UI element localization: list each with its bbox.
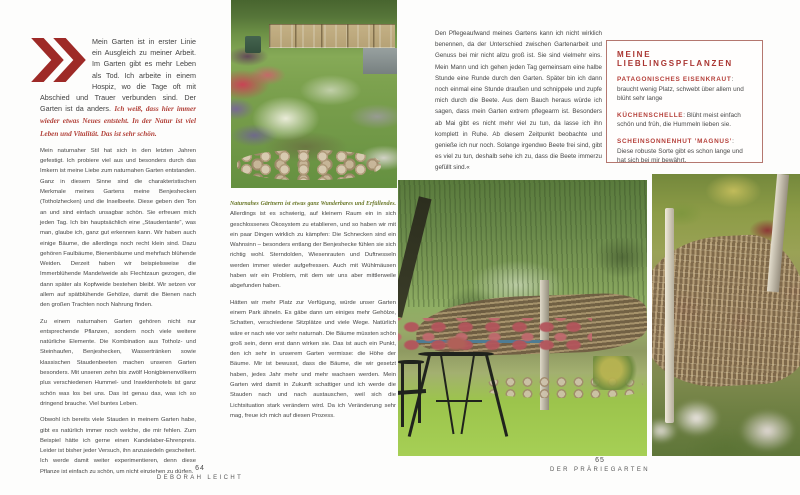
- chair-seat-shape: [398, 389, 426, 395]
- sidebar-title: MEINE LIEBLINGSPFLANZEN: [617, 50, 733, 68]
- body-paragraph: Obwohl ich bereits viele Stauden in meinem Garten habe, gibt es natürlich immer noch welche, die mir fehlen. Zum Beispiel hätte ich gerne einen Kandelaber-Ehrenpreis. Leider ist bisher jeder Versuch, ihn anzusiedeln gescheitert. Ich werde damit weiter experimentieren, denn diese Pflanze ist einfach zu schön, um nicht einziehen zu dürfen.: [40, 417, 196, 475]
- plant-name: PATAGONISCHES EISENKRAUT: [617, 76, 732, 83]
- pallet-fence-shape: [269, 24, 395, 48]
- plant-entry: [617, 137, 752, 166]
- intro-red-quote: Ich weiß, dass hier immer wieder etwas Neues entsteht. In der Natur ist viel Leben und Vitalität. Das ist sehr schön.: [40, 105, 196, 138]
- right-page-column: [435, 28, 602, 174]
- body-paragraph: Mein naturnaher Stil hat sich in den letzten Jahren gefestigt. Ich probiere viel aus und besonders durch das Imkern ist meine Liebe zum naturnahen Garten entstanden. Ganz in diesem Sinne sind die charakteristischen Merkmale meines Gartens meine Benjeshecken (Totholzhecken) und die Inselbeete. Diese geben den Ton an und sind einfach unsagbar schön. Sie erfreuen mich jeden Tag. Ich bin hauptsächlich eine „Staudentante“, was man, glaube ich, ganz gut erkennen kann. Wir haben auch einige Bäume, die allerdings noch recht klein sind. Dazu gehören Faulbäume, Bienenbäume und mehrfach blühende Weiden. Derzeit haben wir beispielsweise die Immerblühende Mandelweide als Flechtzaun gezogen, die dann später als Kopfweide bestehen bleibt. Wir setzen vor allem auf spätblühende Gehölze, damit die Bienen nach den großen Trachten noch Nahrung finden.: [40, 147, 196, 309]
- bistro-table-and-chair: [398, 330, 508, 456]
- running-title: DEBORAH LEICHT: [156, 475, 244, 481]
- willow-foliage-shape: [398, 180, 647, 307]
- right-page-footer: [490, 457, 710, 473]
- plant-entry: [617, 111, 752, 130]
- body-paragraph: Zu einem naturnahen Garten gehören nicht nur entsprechende Pflanzen, sondern noch viele weitere natürliche Elemente. Die Kombination aus Totholz- und Steinhaufen, Benjeshecken, Wassertränken sowie klassischen Staudenbeeten machen unseren Garten besonders. Mit unseren zehn bis zwölf Honigbienenvölkern plus verschiedenen Hummel- und Insektenhotels ist ganz schön was los bei uns. Das ist genau das, was ich so dringend brauche. Viel buntes Leben.: [40, 318, 196, 407]
- plant-desc: : Blüht meist einfach schön und früh, die Hummeln lieben sie.: [617, 111, 741, 129]
- photo-willow-garden: [398, 180, 647, 456]
- plant-name: KÜCHENSCHELLE: [617, 111, 684, 119]
- body-paragraph: Hätten wir mehr Platz zur Verfügung, würde unser Garten einem Park ähneln. Es gäbe dann um einiges mehr Gehölze, Schatten, verschiedene Sitzplätze und viele Wege. Natürlich wäre er nach wie vor sehr naturnah. Die Bäume müssten schön groß sein, denn erst dann wirken sie. Das ist auch ein Punkt, den ich sehr in unserem Garten vermisse: die Höhe der Bäume. Mir ist bewusst, dass die Bäume, die wir gesetzt haben, jedes Jahr mehr und mehr wachsen werden. Mein Garten wird damit in Zukunft schattiger und ich werde die Stauden nach und nach austauschen, weil sich die Lichtsituation stark verändern wird. Da ich Veränderung sehr mag, freue ich mich auf diesen Prozess.: [230, 299, 397, 419]
- compost-bin-shape: [245, 36, 261, 53]
- photo-dead-hedge: [652, 174, 800, 456]
- table-leg-shape: [440, 355, 454, 434]
- plant-entry: [617, 75, 752, 104]
- blurred-blossoms-shape: [652, 372, 800, 456]
- favourite-plants-box: [606, 40, 763, 163]
- metal-container-shape: [363, 48, 397, 74]
- left-page-column-1: [40, 36, 196, 477]
- lead-paragraph-text: Allerdings ist es schwierig, auf kleinem Raum ein in sich geschlossenes Ökosystem zu etablieren, und so haben wir mit ein paar Dingen wirklich zu kämpfen: Die Schnecken sind ein Wahnsinn – besonders entlang der Benjeshecke fühlen sie sich richtig wohl. Sterndolden, Wiesenrauten und Duftnesseln werden immer wieder aufgefressen. Auch mit Wühlmäusen haben wir ein Problem, mit dem wir uns aber mittlerweile abgefunden haben.: [230, 211, 396, 290]
- left-page-footer: [90, 465, 310, 481]
- plant-desc: : Diese robuste Sorte gibt es schon lange und hat sich bei mir bewährt.: [617, 137, 743, 165]
- table-leg-shape: [485, 355, 508, 437]
- intro-text: Mein Garten ist in erster Linie ein Ausgleich zu meiner Arbeit. Im Garten gibt es mehr Leben als Tod. Ich arbeite in einem Hospiz, wo die Tage oft mit Abschied und Trauer verbunden sind. Der Garten ist da anders.: [40, 37, 196, 114]
- body-paragraph: [230, 199, 396, 292]
- green-lead-quote: Naturnahes Gärtnern ist etwas ganz Wunderbares und Erfüllendes.: [230, 201, 396, 207]
- stone-border-shape: [237, 150, 381, 180]
- page-number: 65: [595, 457, 605, 464]
- intro-paragraph: [40, 36, 196, 140]
- left-page-column-2: [230, 199, 396, 421]
- pull-quote-icon: [30, 37, 86, 83]
- table-stretcher-shape: [436, 400, 482, 402]
- plant-name: SCHEINSONNENHUT ’MAGNUS’: [617, 137, 733, 145]
- photo-garden-island-bed: [231, 0, 397, 188]
- flower-vase-shape: [444, 336, 468, 351]
- page-number: 64: [195, 465, 205, 472]
- table-leg-shape: [460, 355, 474, 434]
- running-title: DER PRÄRIEGARTEN: [550, 467, 650, 473]
- shrub-shape: [593, 356, 639, 390]
- body-paragraph: Den Pflegeaufwand meines Gartens kann ich nicht wirklich benennen, da der Unterschied zwischen Gartenarbeit und Genuss bei mir nicht allzu groß ist. Sie sind vielmehr eins. Mein Mann und ich gehen jeden Tag gemeinsam eine halbe Stunde eine Runde durch den Garten. Später bin ich dann noch einmal eine Stunde draußen und schnippele und zupfe mich durch die Beete. Aus dem Bauch heraus würde ich sagen, dass mein Garten extrem pflegearm ist. Besonders ab Mai gibt es nicht mehr viel zu tun, da lasse ich ihn komplett in Ruhe. Ab diesem Zeitpunkt beobachte und genieße ich nur noch. Solange irgendwo Beete frei sind, gibt es viel zu tun, deshalb sehe ich zu, dass die Beete immerzu gefüllt sind.«: [435, 30, 602, 172]
- plant-desc: : braucht wenig Platz, schwebt über allem und blüht sehr lange: [617, 76, 744, 103]
